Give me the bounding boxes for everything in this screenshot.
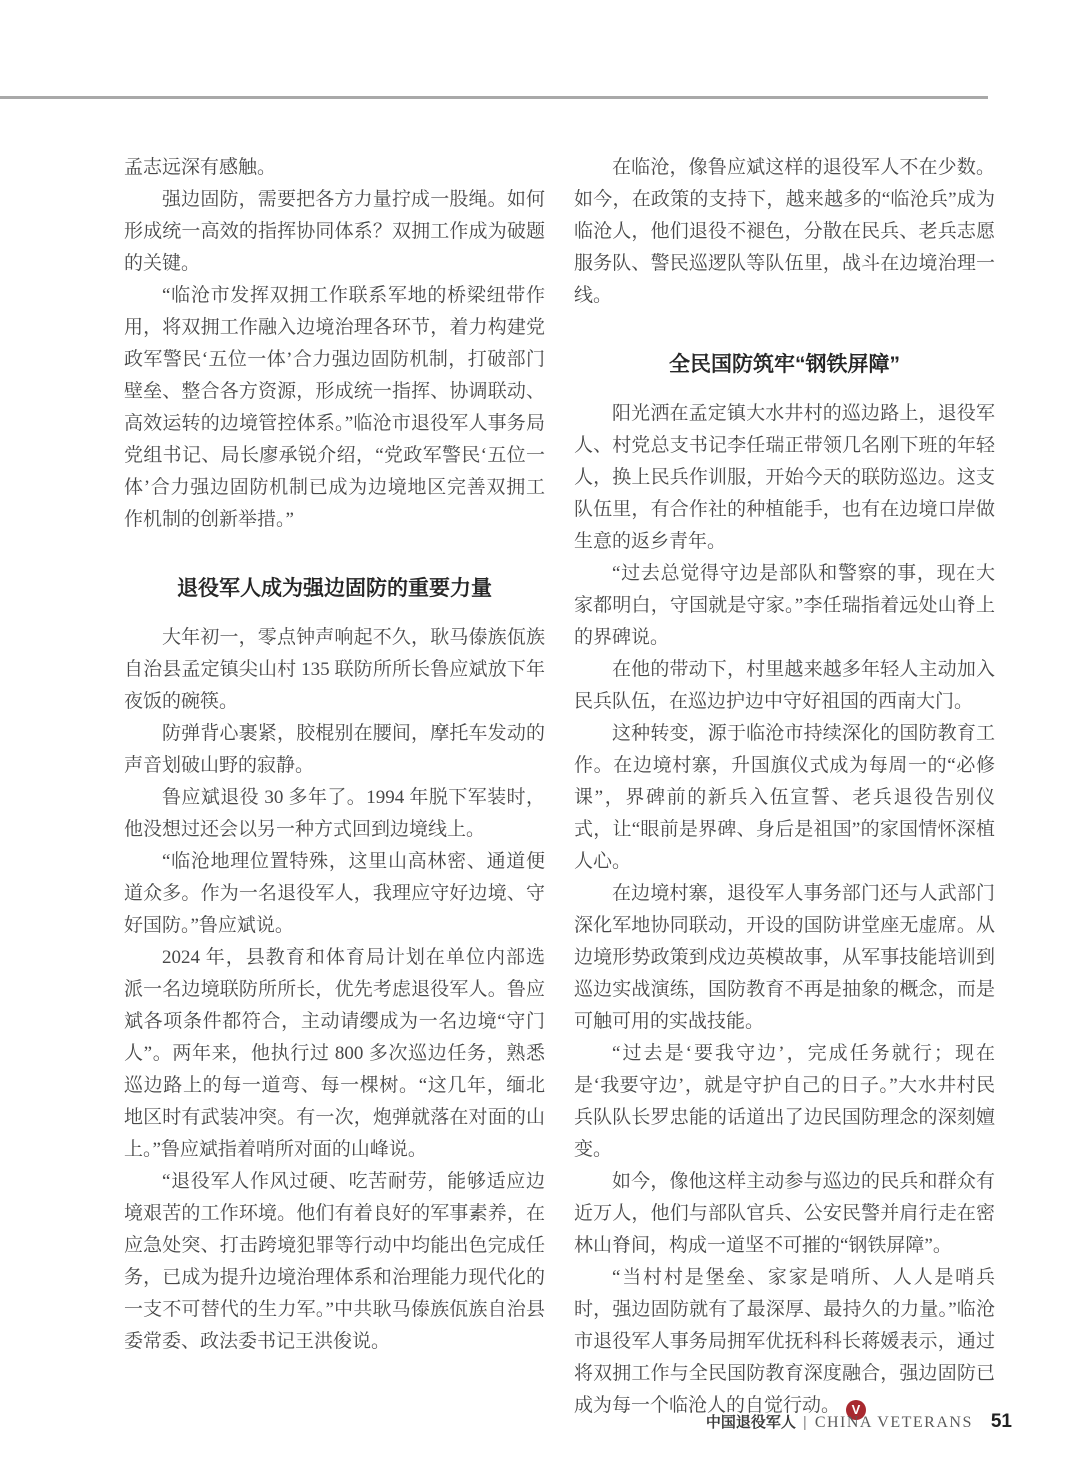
paragraph: 在他的带动下，村里越来越多年轻人主动加入民兵队伍，在巡边护边中守好祖国的西南大门。 <box>574 659 995 712</box>
page-number: 51 <box>990 1411 1012 1432</box>
paragraph: 孟志远深有感触。 <box>124 157 277 178</box>
article-column-right <box>574 152 995 1422</box>
paragraph: 防弹背心裹紧，胶棍别在腰间，摩托车发动的声音划破山野的寂静。 <box>124 723 545 776</box>
paragraph: 这种转变，源于临沧市持续深化的国防教育工作。在边境村寨，升国旗仪式成为每周一的“必修课”，界碑前的新兵入伍宣誓、老兵退役告别仪式，让“眼前是界碑、身后是祖国”的家国情怀深植人心。 <box>574 723 995 872</box>
paragraph: “过去总觉得守边是部队和警察的事，现在大家都明白，守国就是守家。”李任瑞指着远处山脊上的界碑说。 <box>574 563 995 648</box>
paragraph: “退役军人作风过硬、吃苦耐劳，能够适应边境艰苦的工作环境。他们有着良好的军事素养，在应急处突、打击跨境犯罪等行动中均能出色完成任务，已成为提升边境治理体系和治理能力现代化的一支不可替代的生力军。”中共耿马傣族佤族自治县委常委、政法委书记王洪俊说。 <box>124 1171 545 1352</box>
end-mark-letter: V <box>851 1402 861 1417</box>
paragraph: 大年初一，零点钟声响起不久，耿马傣族佤族自治县孟定镇尖山村 135 联防所所长鲁应斌放下年夜饭的碗筷。 <box>124 627 545 712</box>
paragraph: 如今，像他这样主动参与巡边的民兵和群众有近万人，他们与部队官兵、公安民警并肩行走在密林山脊间，构成一道坚不可摧的“钢铁屏障”。 <box>574 1171 995 1256</box>
paragraph: 强边固防，需要把各方力量拧成一股绳。如何形成统一高效的指挥协同体系？双拥工作成为破题的关键。 <box>124 189 545 274</box>
paragraph: “临沧地理位置特殊，这里山高林密、通道便道众多。作为一名退役军人，我理应守好边境、守好国防。”鲁应斌说。 <box>124 851 545 936</box>
page-footer <box>706 1411 1012 1433</box>
paragraph: 阳光洒在孟定镇大水井村的巡边路上，退役军人、村党总支书记李任瑞正带领几名刚下班的年轻人，换上民兵作训服，开始今天的联防巡边。这支队伍里，有合作社的种植能手，也有在边境口岸做生意的返乡青年。 <box>574 403 995 552</box>
paragraph: 2024 年，县教育和体育局计划在单位内部选派一名边境联防所所长，优先考虑退役军人。鲁应斌各项条件都符合，主动请缨成为一名边境“守门人”。两年来，他执行过 800 多次巡边任务，熟悉巡边路上的每一道弯、每一棵树。“这几年，缅北地区时有武装冲突。有一次，炮弹就落在对面的山上。”鲁应斌指着哨所对面的山峰说。 <box>124 947 545 1160</box>
paragraph-text: “当村村是堡垒、家家是哨所、人人是哨兵时，强边固防就有了最深厚、最持久的力量。”临沧市退役军人事务局拥军优抚科科长蒋媛表示，通过将双拥工作与全民国防教育深度融合，强边固防已成为每一个临沧人的自觉行动。 <box>574 1267 995 1416</box>
paragraph: 在临沧，像鲁应斌这样的退役军人不在少数。如今，在政策的支持下，越来越多的“临沧兵”成为临沧人，他们退役不褪色，分散在民兵、老兵志愿服务队、警民巡逻队等队伍里，战斗在边境治理一线。 <box>574 157 995 306</box>
section-heading-veterans-force: 退役军人成为强边固防的重要力量 <box>177 577 492 600</box>
paragraph: “临沧市发挥双拥工作联系军地的桥梁纽带作用，将双拥工作融入边境治理各环节，着力构建党政军警民‘五位一体’合力强边固防机制，打破部门壁垒、整合各方资源，形成统一指挥、协调联动、高效运转的边境管控体系。”临沧市退役军人事务局党组书记、局长廖承锐介绍，“党政军警民‘五位一体’合力强边固防机制已成为边境地区完善双拥工作机制的创新举措。” <box>124 285 545 530</box>
paragraph: 在边境村寨，退役军人事务部门还与人武部门深化军地协同联动，开设的国防讲堂座无虚席。从边境形势政策到戍边英模故事，从军事技能培训到巡边实战演练，国防教育不再是抽象的概念，而是可触可用的实战技能。 <box>574 883 995 1032</box>
paragraph: 鲁应斌退役 30 多年了。1994 年脱下军装时，他没想过还会以另一种方式回到边境线上。 <box>124 787 545 840</box>
magazine-title-en: CHINA VETERANS <box>814 1414 973 1431</box>
footer-divider: | <box>802 1414 807 1431</box>
article-column-left <box>124 152 545 1358</box>
section-heading-national-defense: 全民国防筑牢“钢铁屏障” <box>669 353 900 376</box>
header-rule <box>0 96 988 99</box>
magazine-title-zh: 中国退役军人 <box>705 1414 796 1431</box>
paragraph <box>574 1262 995 1422</box>
paragraph: “过去是‘要我守边’，完成任务就行；现在是‘我要守边’，就是守护自己的日子。”大水井村民兵队队长罗忠能的话道出了边民国防理念的深刻嬗变。 <box>574 1043 995 1160</box>
